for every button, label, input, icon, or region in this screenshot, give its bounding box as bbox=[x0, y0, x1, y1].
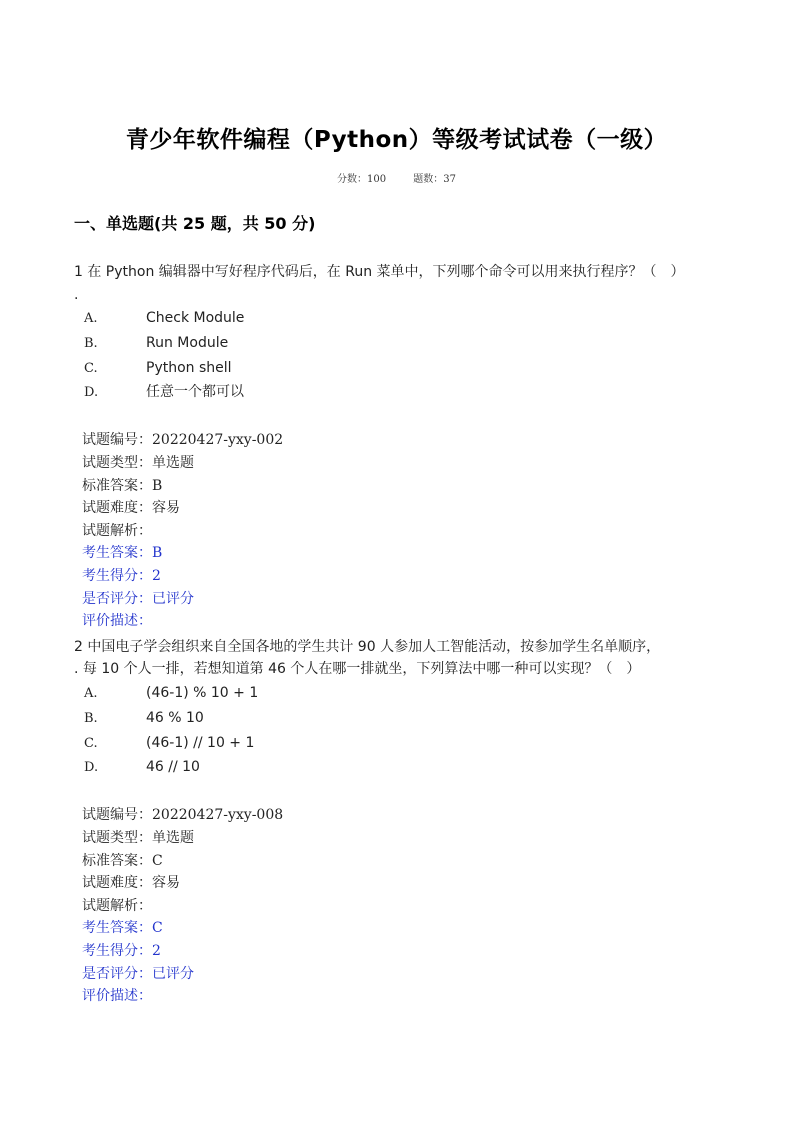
question-1-answer: 标准答案：B bbox=[82, 478, 163, 494]
question-1-option-c bbox=[84, 358, 232, 379]
exam-meta bbox=[0, 170, 793, 185]
question-2-option-c bbox=[84, 733, 254, 754]
question-1-comment: 评价描述： bbox=[82, 613, 152, 629]
score-total: 分数：100 bbox=[336, 174, 387, 185]
question-2-answer: 标准答案：C bbox=[82, 853, 163, 869]
question-2-comment: 评价描述： bbox=[82, 988, 152, 1004]
option-letter: C. bbox=[84, 736, 98, 751]
question-2-analysis: 试题解析： bbox=[82, 898, 152, 914]
question-1-analysis: 试题解析： bbox=[82, 523, 152, 539]
question-count: 题数：37 bbox=[413, 174, 456, 185]
question-1-student-score: 考生得分：2 bbox=[82, 568, 161, 584]
option-text: 46 // 10 bbox=[146, 759, 200, 775]
question-2-graded: 是否评分：已评分 bbox=[82, 966, 194, 982]
option-letter: B. bbox=[84, 711, 98, 726]
question-2-difficulty: 试题难度：容易 bbox=[82, 875, 180, 891]
option-text: 46 % 10 bbox=[146, 710, 204, 726]
option-letter: C. bbox=[84, 361, 98, 376]
option-letter: B. bbox=[84, 336, 98, 351]
question-1-graded: 是否评分：已评分 bbox=[82, 591, 194, 607]
question-2-option-b bbox=[84, 708, 204, 729]
question-1-id: 试题编号：20220427-yxy-002 bbox=[82, 432, 284, 448]
question-2-student-score: 考生得分：2 bbox=[82, 943, 161, 959]
option-text: 任意一个都可以 bbox=[146, 384, 244, 400]
question-1-student-answer: 考生答案：B bbox=[82, 545, 163, 561]
question-2-type: 试题类型：单选题 bbox=[82, 830, 194, 846]
question-2-text-line-1: 2 中国电子学会组织来自全国各地的学生共计 90 人参加人工智能活动，按参加学生名单顺序， bbox=[74, 639, 661, 655]
question-2-text-line-2: . 每 10 个人一排，若想知道第 46 个人在哪一排就坐，下列算法中哪一种可以实现？（ ） bbox=[74, 661, 641, 677]
option-letter: A. bbox=[84, 311, 98, 326]
page-title: 青少年软件编程（Python）等级考试试卷（一级） bbox=[125, 127, 668, 153]
option-text: (46-1) % 10 + 1 bbox=[146, 685, 259, 701]
option-letter: D. bbox=[84, 760, 99, 775]
question-2-option-a bbox=[84, 683, 258, 704]
question-2-option-d bbox=[84, 757, 200, 778]
option-letter: A. bbox=[84, 686, 98, 701]
question-1-option-b bbox=[84, 333, 228, 354]
question-1-type: 试题类型：单选题 bbox=[82, 455, 194, 471]
question-1-text-line-1: 1 在 Python 编辑器中写好程序代码后，在 Run 菜单中，下列哪个命令可以用来执行程序？（ ） bbox=[74, 264, 685, 280]
option-text: Python shell bbox=[146, 360, 232, 376]
question-2-student-answer: 考生答案：C bbox=[82, 920, 163, 936]
option-text: (46-1) // 10 + 1 bbox=[146, 735, 255, 751]
option-letter: D. bbox=[84, 385, 99, 400]
question-1-option-d bbox=[84, 382, 244, 403]
question-1-option-a bbox=[84, 308, 244, 329]
section-heading: 一、单选题(共 25 题，共 50 分) bbox=[74, 214, 316, 233]
question-1-difficulty: 试题难度：容易 bbox=[82, 500, 180, 516]
question-2-id: 试题编号：20220427-yxy-008 bbox=[82, 807, 284, 823]
question-1-text-line-2: . bbox=[74, 287, 79, 303]
option-text: Run Module bbox=[146, 335, 229, 351]
option-text: Check Module bbox=[146, 310, 245, 326]
